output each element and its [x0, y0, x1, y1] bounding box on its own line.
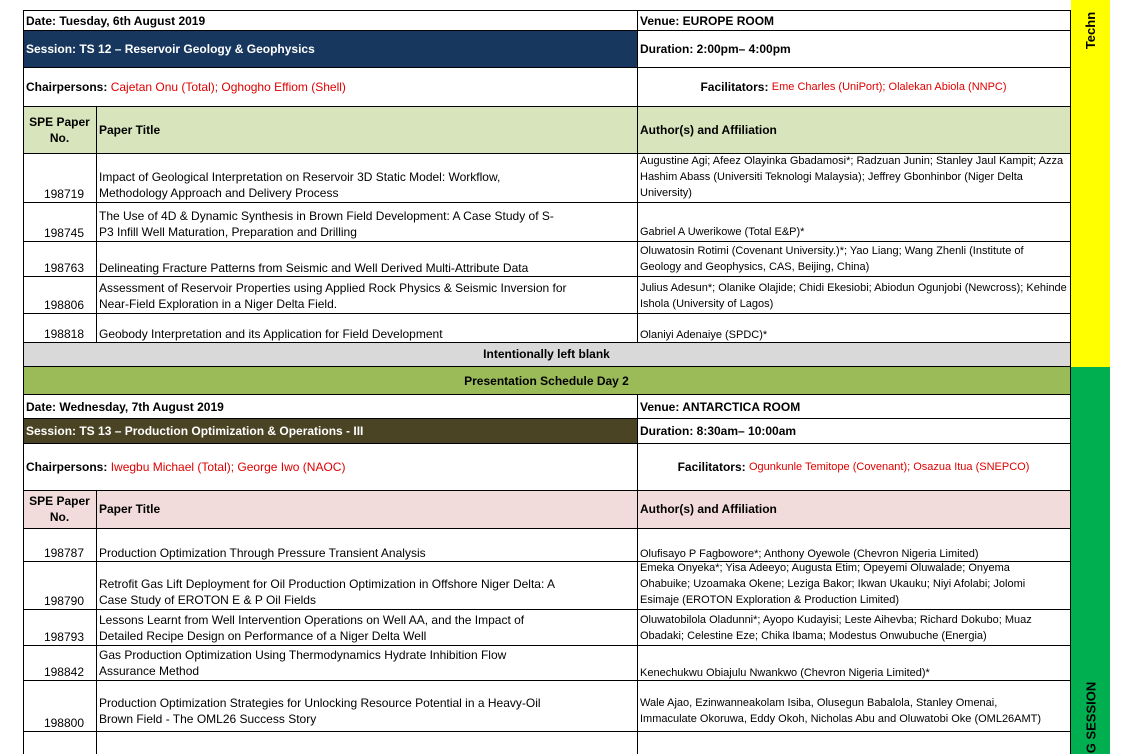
duration-day2: Duration: 8:30am– 10:00am: [640, 424, 797, 438]
side-band-bottom: [1071, 367, 1110, 754]
col-author-day1: Author(s) and Affiliation: [640, 122, 777, 137]
date-day2: Date: Wednesday, 7th August 2019: [26, 399, 224, 414]
paper-author: Augustine Agi; Afeez Olayinka Gbadamosi*; Radzuan Junin; Stanley Jaul Kampit; Azza Hashim Abass (Universiti Teknologi Malaysia); Jeffrey Gbonhinbor (Niger Delta University): [640, 155, 1064, 199]
chairpersons-names: Iwegbu Michael (Total); George Iwo (NAOC): [110, 459, 346, 474]
paper-no: 198793: [43, 630, 84, 644]
paper-title: Delineating Fracture Patterns from Seismic and Well Derived Multi-Attribute Data: [99, 261, 529, 275]
chairpersons-label: Chairpersons:: [26, 459, 111, 474]
paper-author: Oluwatosin Rotimi (Covenant University.)*; Yao Liang; Wang Zhenli (Institute of Geology and Geophysics, CAS, Beijing, China): [640, 245, 1024, 273]
paper-author: Gabriel A Uwerikowe (Total E&P)*: [640, 226, 805, 238]
paper-author: Olufisayo P Fagbowore*; Anthony Oyewole (Chevron Nigeria Limited): [640, 548, 979, 560]
col-paper-title-day2: Paper Title: [99, 502, 161, 516]
paper-author: Julius Adesun*; Olanike Olajide; Chidi Ekesiobi; Abiodun Ogunjobi (Newcross); Kehinde Ishola (University of Lagos): [640, 282, 1067, 310]
paper-author: Emeka Onyeka*; Yisa Adeeyo; Augusta Etim; Opeyemi Oluwalade; Onyema Ohabuike; Uzoamaka Okene; Leziga Bakor; Ikwan Ukauku; Niyi Afolabi; Jolomi Esimaje (EROTON Exploration & Production Limited): [640, 562, 1026, 606]
paper-title: Impact of Geological Interpretation on Reservoir 3D Static Model: Workflow, Methodology Approach and Delivery Process: [99, 170, 501, 200]
paper-title: Production Optimization Strategies for Unlocking Resource Potential in a Heavy-Oil Brown Field - The OML26 Success Story: [99, 696, 541, 726]
facilitators-label: Facilitators:: [677, 459, 749, 474]
paper-no: 198763: [43, 261, 84, 275]
facilitators-day1: [637, 67, 1070, 106]
duration-day1: Duration: 2:00pm– 4:00pm: [640, 41, 791, 56]
session-title-day1: Session: TS 12 – Reservoir Geology & Geophysics: [26, 41, 315, 56]
paper-title: Assessment of Reservoir Properties using Applied Rock Physics & Seismic Inversion for Near-Field Exploration in a Niger Delta Field.: [99, 281, 567, 311]
side-label-top: Techn: [1082, 11, 1098, 49]
chairpersons-day2: [23, 443, 637, 490]
paper-title: Production Optimization Through Pressure Transient Analysis: [99, 546, 426, 560]
date-day1: Date: Tuesday, 6th August 2019: [26, 13, 206, 28]
col-paper-no-day1: SPE Paper No.: [29, 114, 90, 145]
paper-title: Lessons Learnt from Well Intervention Operations on Well AA, and the Impact of Detailed Recipe Design on Performance of a Niger Delta Well: [99, 613, 525, 643]
facilitators-day2: [637, 443, 1070, 490]
paper-title: The Use of 4D & Dynamic Synthesis in Brown Field Development: A Case Study of S-P3 Infill Well Maturation, Preparation and Drilling: [99, 209, 554, 239]
paper-title: Gas Production Optimization Using Thermodynamics Hydrate Inhibition Flow Assurance Method: [99, 648, 507, 678]
paper-no: 198719: [43, 187, 84, 201]
intentionally-blank: Intentionally left blank: [483, 347, 610, 361]
chairpersons-label: Chairpersons:: [26, 79, 111, 94]
side-label-bottom: G SESSION: [1083, 681, 1098, 753]
col-paper-no-day2: SPE Paper No.: [29, 494, 90, 524]
paper-author: Oluwatobilola Oladunni*; Ayopo Kudayisi; Leste Aihevba; Richard Dokubo; Muaz Obadaki; Celestine Eze; Chika Ibama; Modestus Onwubuche (Energia): [640, 614, 1032, 642]
paper-author: Wale Ajao, Ezinwanneakolam Isiba, Olusegun Babalola, Stanley Omenai, Immaculate Okoruwa, Eddy Okoh, Nicholas Abu and Oluwatobi Oke (OML26AMT): [640, 697, 1042, 725]
paper-no: 198800: [43, 716, 84, 730]
paper-author: Kenechukwu Obiajulu Nwankwo (Chevron Nigeria Limited)*: [640, 667, 930, 679]
paper-title: Geobody Interpretation and its Application for Field Development: [99, 327, 443, 341]
schedule-title: Presentation Schedule Day 2: [464, 373, 629, 388]
venue-day2: Venue: ANTARCTICA ROOM: [640, 399, 801, 414]
side-band-top: [1071, 0, 1110, 367]
paper-no: 198790: [43, 594, 84, 608]
paper-no: 198787: [43, 546, 84, 560]
paper-no: 198818: [43, 327, 84, 341]
session-title-day2: Session: TS 13 – Production Optimization & Operations - III: [26, 424, 364, 438]
facilitators-label: Facilitators:: [700, 79, 772, 94]
paper-title: Retrofit Gas Lift Deployment for Oil Production Optimization in Offshore Niger Delta: A Case Study of EROTON E & P Oil Fields: [99, 577, 555, 607]
facilitators-names: Eme Charles (UniPort); Olalekan Abiola (NNPC): [771, 80, 1007, 93]
chairpersons-names: Cajetan Onu (Total); Oghogho Effiom (Shell): [110, 79, 346, 94]
venue-day1: Venue: EUROPE ROOM: [640, 13, 775, 28]
facilitators-names: Ogunkunle Temitope (Covenant); Osazua Itua (SNEPCO): [748, 460, 1030, 473]
paper-author: Olaniyi Adenaiye (SPDC)*: [640, 329, 768, 341]
col-author-day2: Author(s) and Affiliation: [640, 502, 777, 516]
col-paper-title-day1: Paper Title: [99, 122, 161, 137]
chairpersons-day1: [23, 67, 637, 106]
paper-no: 198842: [43, 665, 84, 679]
paper-no: 198745: [43, 226, 84, 240]
paper-no: 198806: [43, 298, 84, 312]
